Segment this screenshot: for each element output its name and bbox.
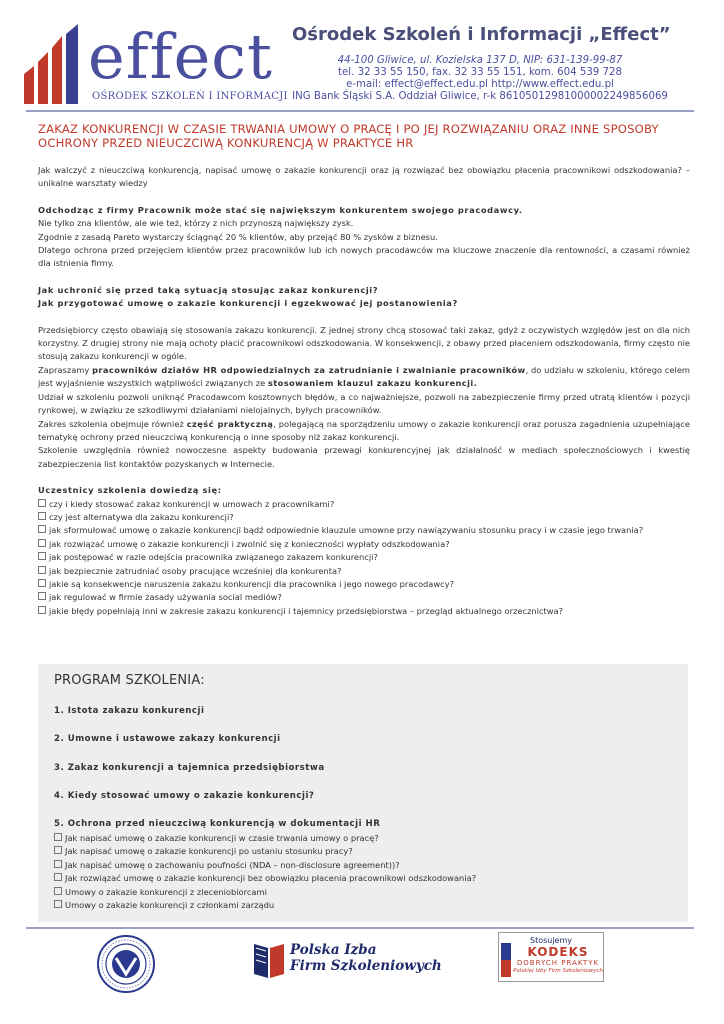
company-contact — [280, 55, 680, 103]
pifs-book-icon — [252, 940, 288, 980]
list-item: Jak napisać umowę o zakazie konkurencji w czasie trwania umowy o pracę? — [54, 832, 476, 845]
program-title: PROGRAM SZKOLENIA: — [54, 673, 205, 688]
logo-subtitle: OŚRODEK SZKOLEŃ I INFORMACJI — [92, 91, 288, 102]
section3-paragraph: Przedsiębiorcy często obawiają się stosowania zakazu konkurencji. Z jednej strony chcą stosować taki zakaz, gdyż z oczywistych względów jest on dla nich korzystny. Z drugiej strony nie mają ochoty płacić pracownikowi odszkodowania. W konsekwencji, z obawy przed płaceniem odszkodowania, firmy często nie stosują zakazu konkurencji w ogóle. — [38, 324, 690, 362]
section3-paragraph: Udział w szkoleniu pozwoli uniknąć Pracodawcom kosztownych błędów, a co najważniejsze, pozwoli na zabezpieczenie firmy przed utratą klientów i pozycji rynkowej, w związku ze szkodliwymi działaniami nielojalnych, byłych pracowników. — [38, 391, 690, 416]
intro-paragraph: Jak walczyć z nieuczciwą konkurencją, napisać umowę o zakazie konkurencji oraz ją rozwiązać bez obowiązku płacenia pracownikowi odszkodowania? – unikalne warsztaty wiedzy — [38, 165, 690, 189]
section2-heading: Jak uchronić się przed taką sytuacją stosując zakaz konkurencji? — [38, 284, 379, 295]
checkbox-icon — [38, 539, 46, 547]
learn-list — [38, 498, 690, 619]
list-item: jakie są konsekwencje naruszenia zakazu konkurencji dla pracownika i jego nowego pracodawcy? — [38, 578, 690, 591]
footer-divider — [26, 927, 694, 929]
program-item: 2. Umowne i ustawowe zakazy konkurencji — [54, 734, 281, 744]
checkbox-icon — [38, 566, 46, 574]
list-item: jak sformułować umowę o zakazie konkurencji bądź odpowiednie klauzule umowne przy nawiązywaniu stosunku pracy i w czasie jego trwania? — [38, 524, 690, 537]
document-body — [38, 164, 690, 618]
kodeks-line: Stosujemy — [529, 936, 573, 945]
page-header — [0, 0, 724, 112]
kodeks-line: Polskiej Izby Firm Szkoleniowych — [513, 968, 603, 974]
checkbox-icon — [54, 833, 62, 841]
list-item: Umowy o zakazie konkurencji z zleceniobiorcami — [54, 886, 476, 899]
program-item: 3. Zakaz konkurencji a tajemnica przedsiębiorstwa — [54, 763, 325, 773]
program-subitems — [54, 832, 476, 912]
checkbox-icon — [38, 552, 46, 560]
company-phone: tel. 32 33 55 150, fax. 32 33 55 151, kom. 604 539 728 — [338, 67, 622, 78]
logo-bars-icon — [22, 24, 92, 110]
section1-line: Nie tylko zna klientów, ale wie też, którzy z nich przynoszą największy zysk. — [38, 218, 354, 229]
checkbox-icon — [54, 860, 62, 868]
checkbox-icon — [38, 579, 46, 587]
checkbox-icon — [54, 846, 62, 854]
kodeks-badge — [498, 932, 604, 982]
list-item: Umowy o zakazie konkurencji z członkami zarządu — [54, 899, 476, 912]
list-item: Jak rozwiązać umowę o zakazie konkurencji bez obowiązku płacenia pracownikowi odszkodowania? — [54, 872, 476, 885]
learn-heading: Uczestnicy szkolenia dowiedzą się: — [38, 485, 222, 496]
kodeks-line: DOBRYCH PRAKTYK — [516, 959, 600, 967]
program-item: 4. Kiedy stosować umowy o zakazie konkurencji? — [54, 791, 315, 801]
company-address: 44-100 Gliwice, ul. Kozielska 137 D, NIP: 631-139-99-87 — [337, 55, 623, 66]
program-box — [38, 664, 688, 922]
list-item: Jak napisać umowę o zakazie konkurencji po ustaniu stosunku pracy? — [54, 845, 476, 858]
company-name: Ośrodek Szkoleń i Informacji „Effect” — [292, 24, 671, 45]
section3-paragraph: Zakres szkolenia obejmuje również część praktyczną, polegającą na sporządzeniu umowy o zakazie konkurencji oraz porusza zagadnienia uzupełniające tematykę ochrony przed nieuczciwą konkurencją o inne sposoby niż zakaz konkurencji. — [38, 418, 691, 442]
logo-wordmark: effect — [88, 20, 273, 93]
company-email[interactable]: e-mail: effect@effect.edu.pl http://www.effect.edu.pl — [346, 79, 614, 90]
checkbox-icon — [38, 525, 46, 533]
document-title: ZAKAZ KONKURENCJI W CZASIE TRWANIA UMOWY O PRACĘ I PO JEJ ROZWIĄZANIU ORAZ INNE SPOSOBY OCHRONY PRZED NIEUCZCIWĄ KONKURENCJĄ W PRAKTYCE HR — [38, 122, 659, 150]
checkbox-icon — [54, 900, 62, 908]
checkbox-icon — [38, 592, 46, 600]
section3-paragraph: Szkolenie uwzględnia również nowoczesne aspekty budowania przewagi konkurencyjnej jak działalność w mediach społecznościowych i kwestię zabezpieczenia list kontaktów pozyskanych w Internecie. — [38, 445, 690, 469]
list-item: Jak napisać umowę o zachowaniu poufności (NDA – non-disclosure agreement))? — [54, 859, 476, 872]
list-item: czy jest alternatywa dla zakazu konkurencji? — [38, 511, 690, 524]
effect-logo — [22, 20, 288, 110]
kodeks-title: KODEKS — [527, 945, 589, 959]
list-item: jak bezpiecznie zatrudniać osoby pracujące wcześniej dla konkurenta? — [38, 565, 690, 578]
section1-line: Dlatego ochrona przed przejęciem klientów przez pracowników lub ich nowych pracodawców ma kluczowe znaczenie dla rentowności, a czasami również dla istnienia firmy. — [38, 245, 690, 269]
list-item: czy i kiedy stosować zakaz konkurencji w umowach z pracownikami? — [38, 498, 690, 511]
section3-paragraph: Zapraszamy pracowników działów HR odpowiedzialnych za zatrudnianie i zwalnianie pracowników, do udziału w szkoleniu, którego celem jest wyjaśnienie wszystkich wątpliwości związanych ze stosowaniem klauzul zakazu konkurencji. — [38, 364, 691, 389]
list-item: jak postępować w razie odejścia pracownika związanego zakazem konkurencji? — [38, 551, 690, 564]
checkbox-icon — [54, 873, 62, 881]
certification-seal-icon — [96, 934, 156, 994]
pifs-name: Polska Izba Firm Szkoleniowych — [290, 942, 442, 974]
program-item: 5. Ochrona przed nieuczciwą konkurencją w dokumentacji HR — [54, 819, 381, 829]
company-bank: ING Bank Śląski S.A. Oddział Gliwice, r-k 86105012981000002249856069 — [292, 91, 668, 102]
section1-heading: Odchodząc z firmy Pracownik może stać się największym konkurentem swojego pracodawcy. — [38, 204, 523, 215]
list-item: jakie błędy popełniają inni w zakresie zakazu konkurencji i tajemnicy przedsiębiorstwa – przegląd aktualnego orzecznictwa? — [38, 605, 690, 618]
checkbox-icon — [38, 499, 46, 507]
checkbox-icon — [38, 512, 46, 520]
section1-line: Zgodnie z zasadą Pareto wystarczy ściągnąć 20 % klientów, aby przejąć 80 % zysków z biznesu. — [38, 231, 438, 242]
page-footer — [0, 930, 724, 1024]
list-item: jak regulować w firmie zasady używania social mediów? — [38, 591, 690, 604]
program-item: 1. Istota zakazu konkurencji — [54, 706, 205, 716]
pifs-logo — [252, 938, 442, 982]
section2-heading: Jak przygotować umowę o zakazie konkurencji i egzekwować jej postanowienia? — [38, 298, 458, 309]
list-item: jak rozwiązać umowę o zakazie konkurencji i zwolnić się z konieczności wypłaty odszkodowania? — [38, 538, 690, 551]
header-divider — [26, 110, 694, 112]
flag-icon — [501, 943, 511, 977]
checkbox-icon — [38, 606, 46, 614]
checkbox-icon — [54, 887, 62, 895]
